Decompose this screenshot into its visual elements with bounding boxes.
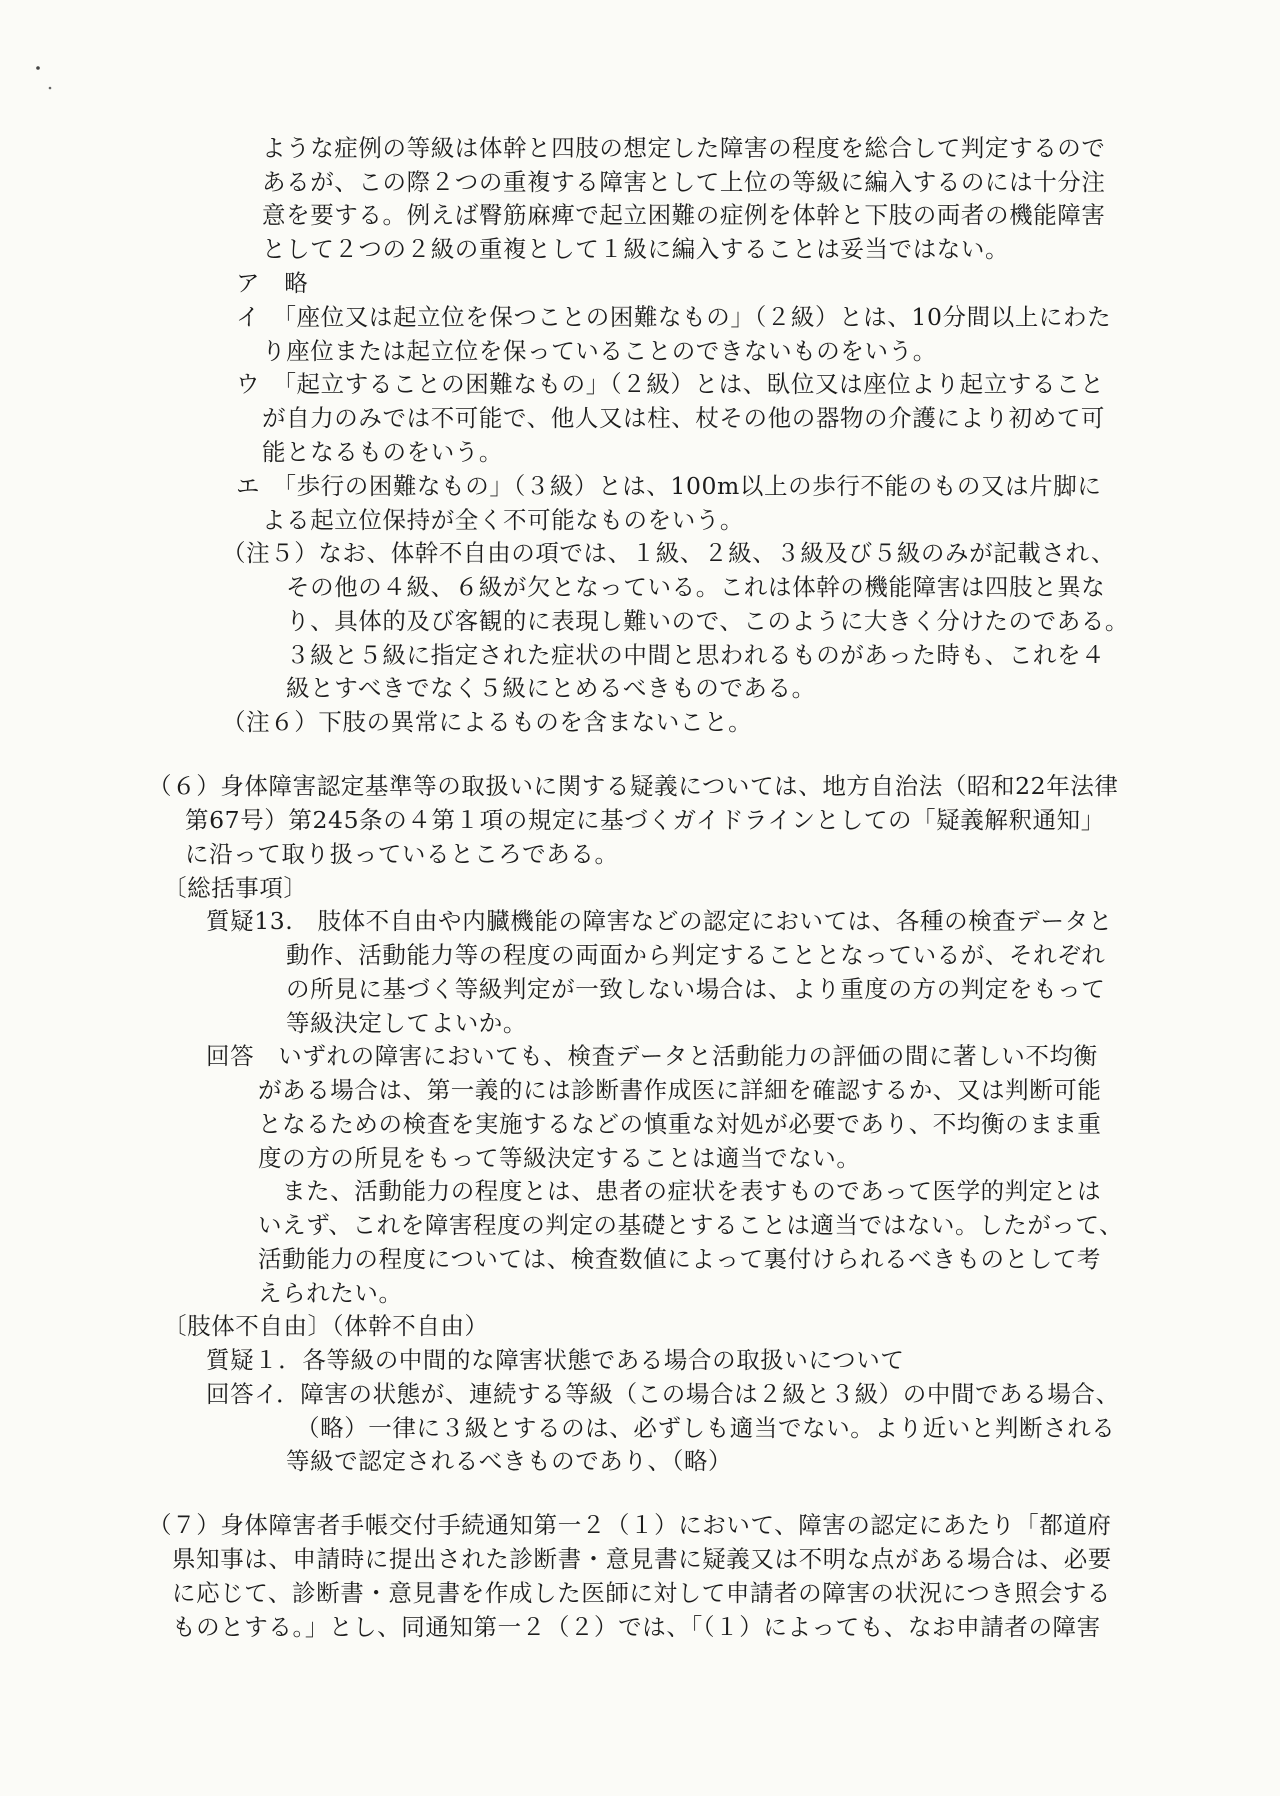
text-line: エ 「歩行の困難なもの」（３級）とは、100m以上の歩行不能のもの又は片脚に [236,472,1102,500]
text-line: また、活動能力の程度とは、患者の症状を表すものであって医学的判定とは [282,1177,1102,1205]
text-line: に沿って取り扱っているところである。 [185,840,619,868]
text-line: ような症例の等級は体幹と四肢の想定した障害の程度を総合して判定するので [262,134,1106,162]
text-line: り座位または起立位を保っていることのできないものをいう。 [262,337,937,365]
text-line: の所見に基づく等級判定が一致しない場合は、より重度の方の判定をもって [286,975,1106,1003]
text-line: が自力のみでは不可能で、他人又は柱、杖その他の器物の介護により初めて可 [262,404,1106,432]
text-line: 級とすべきでなく５級にとめるべきものである。 [286,674,816,702]
text-line: （注６）下肢の異常によるものを含まないこと。 [222,708,753,736]
text-line: イ 「座位又は起立位を保つことの困難なもの」（２級）とは、10分間以上にわた [236,303,1112,331]
text-line: その他の４級、６級が欠となっている。これは体幹の機能障害は四肢と異な [286,573,1106,601]
text-line: 質疑13. 肢体不自由や内臓機能の障害などの認定においては、各種の検査データと [206,907,1113,935]
text-line: 〔総括事項〕 [163,874,308,902]
scan-speck-marks [30,20,70,100]
text-line: 回答イ．障害の状態が、連続する等級（この場合は２級と３級）の中間である場合、 [206,1380,1120,1408]
text-line: ものとする。」とし、同通知第一２（２）では、「（１）によっても、なお申請者の障害 [172,1613,1101,1641]
text-line: 質疑１．各等級の中間的な障害状態である場合の取扱いについて [206,1346,905,1374]
text-line: り、具体的及び客観的に表現し難いので、このように大きく分けたのである。 [286,607,1130,635]
text-line: となるための検査を実施するなどの慎重な対処が必要であり、不均衡のまま重 [258,1110,1102,1138]
text-line: （７）身体障害者手帳交付手続通知第一２（１）において、障害の認定にあたり「都道府 [148,1511,1112,1539]
text-line: に応じて、診断書・意見書を作成した医師に対して申請者の障害の状況につき照会する [172,1579,1111,1607]
text-line: として２つの２級の重複として１級に編入することは妥当ではない。 [262,235,1010,263]
text-line: えられたい。 [258,1279,403,1307]
text-line: よる起立位保持が全く不可能なものをいう。 [262,506,744,534]
text-line: あるが、この際２つの重複する障害として上位の等級に編入するのには十分注 [262,168,1106,196]
text-line: 意を要する。例えば臀筋麻痺で起立困難の症例を体幹と下肢の両者の機能障害 [262,201,1106,229]
text-line: （注５）なお、体幹不自由の項では、１級、２級、３級及び５級のみが記載され、 [222,539,1116,567]
text-line: 回答 いずれの障害においても、検査データと活動能力の評価の間に著しい不均衡 [206,1042,1098,1070]
text-line: 度の方の所見をもって等級決定することは適当でない。 [258,1144,861,1172]
text-line: 県知事は、申請時に提出された診断書・意見書に疑義又は不明な点がある場合は、必要 [172,1545,1112,1573]
text-line: 等級で認定されるべきものであり、（略） [286,1447,733,1475]
text-line: 活動能力の程度については、検査数値によって裏付けられるべきものとして考 [258,1245,1102,1273]
text-line: 等級決定してよいか。 [286,1009,527,1037]
text-line: ウ 「起立することの困難なもの」（２級）とは、臥位又は座位より起立すること [236,370,1105,398]
text-line: （略）一律に３級とするのは、必ずしも適当でない。より近いと判断される [296,1414,1116,1442]
text-line: 〔肢体不自由〕（体幹不自由） [163,1312,489,1340]
text-line: ３級と５級に指定された症状の中間と思われるものがあった時も、これを４ [286,641,1106,669]
text-line: 動作、活動能力等の程度の両面から判定することとなっているが、それぞれ [286,941,1106,969]
text-line: がある場合は、第一義的には診断書作成医に詳細を確認するか、又は判断可能 [258,1076,1102,1104]
text-line: 第67号）第245条の４第１項の規定に基づくガイドラインとしての「疑義解釈通知」 [185,806,1105,834]
text-line: 能となるものをいう。 [262,438,503,466]
text-line: ア 略 [236,269,309,297]
text-line: （６）身体障害認定基準等の取扱いに関する疑義については、地方自治法（昭和22年法律 [148,772,1119,800]
text-line: いえず、これを障害程度の判定の基礎とすることは適当ではない。したがって、 [258,1211,1124,1239]
